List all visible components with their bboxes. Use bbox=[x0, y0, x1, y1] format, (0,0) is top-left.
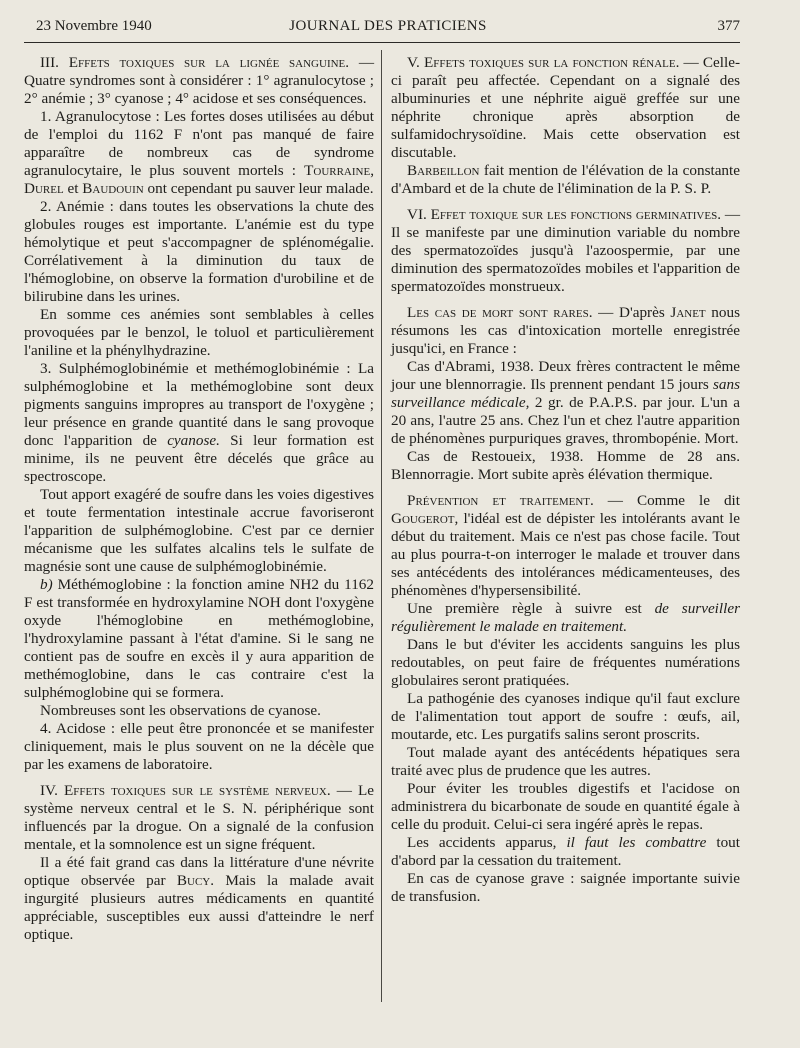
methemoglobine-paragraph bbox=[24, 576, 374, 702]
paragraph-text: tout d'abord par la cessation du traitement. bbox=[391, 834, 740, 869]
author-name: Bucy bbox=[176, 872, 211, 889]
section-4-paragraph bbox=[24, 782, 374, 854]
section-7-title: Les cas de mort sont rares. bbox=[407, 304, 593, 321]
paragraph-text: Cas d'Abrami, 1938. Deux frères contractent le même jour une blennorragie. Ils prennent pendant 15 jours bbox=[391, 358, 740, 393]
premiere-regle-paragraph bbox=[391, 600, 740, 636]
author-name: Janet bbox=[670, 304, 706, 321]
acidose-paragraph: 4. Acidose : elle peut être prononcée et se manifester cliniquement, mais le plus souvent on ne la décèle que par les examens de laboratoire. bbox=[24, 720, 374, 773]
paragraph-text: , bbox=[370, 162, 374, 179]
section-6-intro: — Il se manifeste par une diminution variable du nombre des spermatozoïdes jusqu'à l'azoospermie, par une diminution des spermatozoïdes mobiles et l'apparition de spermatozoïdes monstrueux. bbox=[391, 206, 741, 295]
journal-title: JOURNAL DES PRATICIENS bbox=[289, 18, 487, 34]
paragraph-text: Si leur formation est minime, ils ne peuvent être décelés que grâce au spectroscope. bbox=[24, 432, 374, 485]
paragraph-text: . Mais la malade avait ingurgité plusieurs autres médicaments en quantité appréciable, susceptibles eux aussi d'atteindre le nerf optique. bbox=[24, 872, 374, 943]
section-7-paragraph bbox=[391, 304, 740, 358]
paragraph-text: Une première règle à suivre est bbox=[407, 600, 655, 617]
author-name: Durel bbox=[24, 180, 64, 197]
author-name: Gougerot bbox=[391, 510, 455, 527]
paragraph-text: ont cependant pu sauver leur malade. bbox=[143, 180, 374, 197]
column-divider bbox=[381, 50, 382, 1002]
section-5-title: V. Effets toxiques sur la fonction rénale. bbox=[407, 54, 680, 71]
restoueix-case-paragraph: Cas de Restoueix, 1938. Homme de 28 ans. Blennorragie. Mort subite après élévation thermique. bbox=[391, 448, 740, 483]
section-3-title: III. Effets toxiques sur la lignée sanguine. bbox=[40, 54, 350, 71]
section-3-paragraph bbox=[24, 54, 374, 108]
nevrite-paragraph bbox=[24, 854, 374, 944]
paragraph-text: fait mention de l'élévation de la constante d'Ambard et de la chute de l'élimination de la P. S. P. bbox=[391, 162, 740, 197]
author-name: Barbeillon bbox=[407, 162, 480, 179]
antecedents-paragraph: Tout malade ayant des antécédents hépatiques sera traité avec plus de prudence que les autres. bbox=[391, 744, 740, 779]
paragraph-text: Méthémoglobine : la fonction amine NH2 du 1162 F est transformée en hydroxylamine NOH dont l'oxygène oxyde l'hémoglobine en methémoglobine, l'hydroxylamine passant à l'état d'amine. Si le sang ne contient pas de soufre en excès il y aura apparition de methémoglobine, dans le cas contraire c'est la sulphémoglobine qui se formera. bbox=[24, 576, 374, 701]
paragraph-text: nous résumons les cas d'intoxication mortelle enregistrée jusqu'ici, en France : bbox=[391, 304, 740, 357]
paragraph-text: Il a été fait grand cas dans la littérature d'une névrite optique observée par bbox=[24, 854, 374, 889]
header-date: 23 Novembre 1940 bbox=[36, 18, 152, 34]
section-8-title: Prévention et traitement. bbox=[407, 492, 594, 509]
section-3-intro: — Quatre syndromes sont à considérer : 1° agranulocytose ; 2° anémie ; 3° cyanose ; 4° acidose et ses conséquences. bbox=[24, 54, 375, 107]
list-marker: b) bbox=[40, 576, 53, 593]
paragraph-text: — Comme le dit bbox=[593, 492, 740, 509]
sulphemoglobinemie-paragraph bbox=[24, 360, 374, 486]
anemie-summary-paragraph: En somme ces anémies sont semblables à celles provoquées par le benzol, le toluol et particulièrement l'aniline et la phénylhydrazine. bbox=[24, 306, 374, 359]
emphasis-text: sans surveillance médicale, bbox=[391, 376, 740, 411]
soufre-paragraph: Tout apport exagéré de soufre dans les voies digestives et toute fermentation intestinale accrue favoriseront l'apparition de sulphémoglobine. C'est par ce dernier mécanisme que les sulfates alcalins tels le sulfate de magnésie sont une cause de sulphémoglobinémie. bbox=[24, 486, 374, 575]
page-number: 377 bbox=[717, 18, 740, 34]
anemie-paragraph: 2. Anémie : dans toutes les observations la chute des globules rouges est importante. L'anémie est du type hémolytique et peut s'accompagner de splénomégalie. Corrélativement à la diminution du taux de l'hémoglobine, on observe la formation d'urobiline et de bilirubine dans les urines. bbox=[24, 198, 374, 305]
cyanose-paragraph: Nombreuses sont les observations de cyanose. bbox=[40, 702, 321, 719]
paragraph-text: Les accidents apparus, bbox=[407, 834, 567, 851]
section-6-paragraph bbox=[391, 206, 740, 296]
section-4-intro: — Le système nerveux central et le S. N. périphérique sont influencés par la drogue. On a signalé de la confusion mentale, et la somnolence est un signe fréquent. bbox=[24, 782, 374, 853]
emphasis-text: cyanose. bbox=[167, 432, 220, 449]
section-4-title: IV. Effets toxiques sur le système nerveux. bbox=[40, 782, 331, 799]
paragraph-text: 3. Sulphémoglobinémie et methémoglobinémie : La sulphémoglobine et la methémoglobine sont deux pigments sanguins impropres au transport de l'oxygène ; leur présence en grande quantité dans le sang provoque donc l'apparition de bbox=[24, 360, 374, 449]
header-rule bbox=[24, 42, 740, 43]
barbeillon-paragraph bbox=[391, 162, 740, 198]
cyanose-grave-paragraph: En cas de cyanose grave : saignée importante suivie de transfusion. bbox=[391, 870, 740, 905]
section-5-paragraph bbox=[391, 54, 740, 162]
author-name: Baudouin bbox=[82, 180, 144, 197]
paragraph-text: et bbox=[63, 180, 83, 197]
section-5-intro: — Celle-ci paraît peu affectée. Cependant on a signalé des albuminuries et une néphrite aiguë greffée sur une néphrite chronique après absorption de sulfamidochrysoïdine. Mais cette observation est discutable. bbox=[391, 54, 740, 161]
paragraph-text: — D'après bbox=[592, 304, 671, 321]
page-header bbox=[36, 18, 740, 40]
accidents-apparus-paragraph bbox=[391, 834, 740, 870]
agranulocytose-paragraph bbox=[24, 108, 374, 198]
section-8-paragraph bbox=[391, 492, 740, 600]
accidents-sanguins-paragraph: Dans le but d'éviter les accidents sanguins les plus redoutables, on peut faire de fréquentes numérations globulaires seront pratiquées. bbox=[391, 636, 740, 689]
left-column bbox=[24, 54, 374, 944]
paragraph-text: 1. Agranulocytose : Les fortes doses utilisées au début de l'emploi du 1162 F n'ont pas manqué de faire apparaître de nombreux cas de syndrome agranulocytaire, le plus souvent mortels : bbox=[24, 108, 374, 179]
author-name: Tourraine bbox=[304, 162, 371, 179]
section-6-title: VI. Effet toxique sur les fonctions germinatives. bbox=[407, 206, 722, 223]
abrami-case-paragraph bbox=[391, 358, 740, 448]
right-column bbox=[391, 54, 740, 906]
paragraph-text: 2 gr. de P.A.P.S. par jour. L'un a 20 ans, l'autre 25 ans. Chez l'un et chez l'autre apparition de phénomènes purpuriques graves, thrombopénie. Mort. bbox=[391, 394, 741, 447]
bicarbonate-paragraph: Pour éviter les troubles digestifs et l'acidose on administrera du bicarbonate de soude en quantité égale à celle du produit. Celui-ci sera ingéré après le repas. bbox=[391, 780, 740, 833]
pathogenie-paragraph: La pathogénie des cyanoses indique qu'il faut exclure de l'alimentation tout apport de soufre : œufs, ail, moutarde, etc. Les purgatifs salins seront proscrits. bbox=[391, 690, 740, 743]
paragraph-text: , l'idéal est de dépister les intolérants avant le début du traitement. Mais ce n'est pas chose facile. Tout au plus pourra-t-on interroger le malade et trouver dans ses antécédents des intolérances médicamenteuses, des phénomènes d'hypersensibilité. bbox=[391, 510, 740, 599]
emphasis-text: il faut les combattre bbox=[566, 834, 707, 851]
emphasis-text: de surveiller régulièrement le malade en traitement. bbox=[391, 600, 740, 635]
